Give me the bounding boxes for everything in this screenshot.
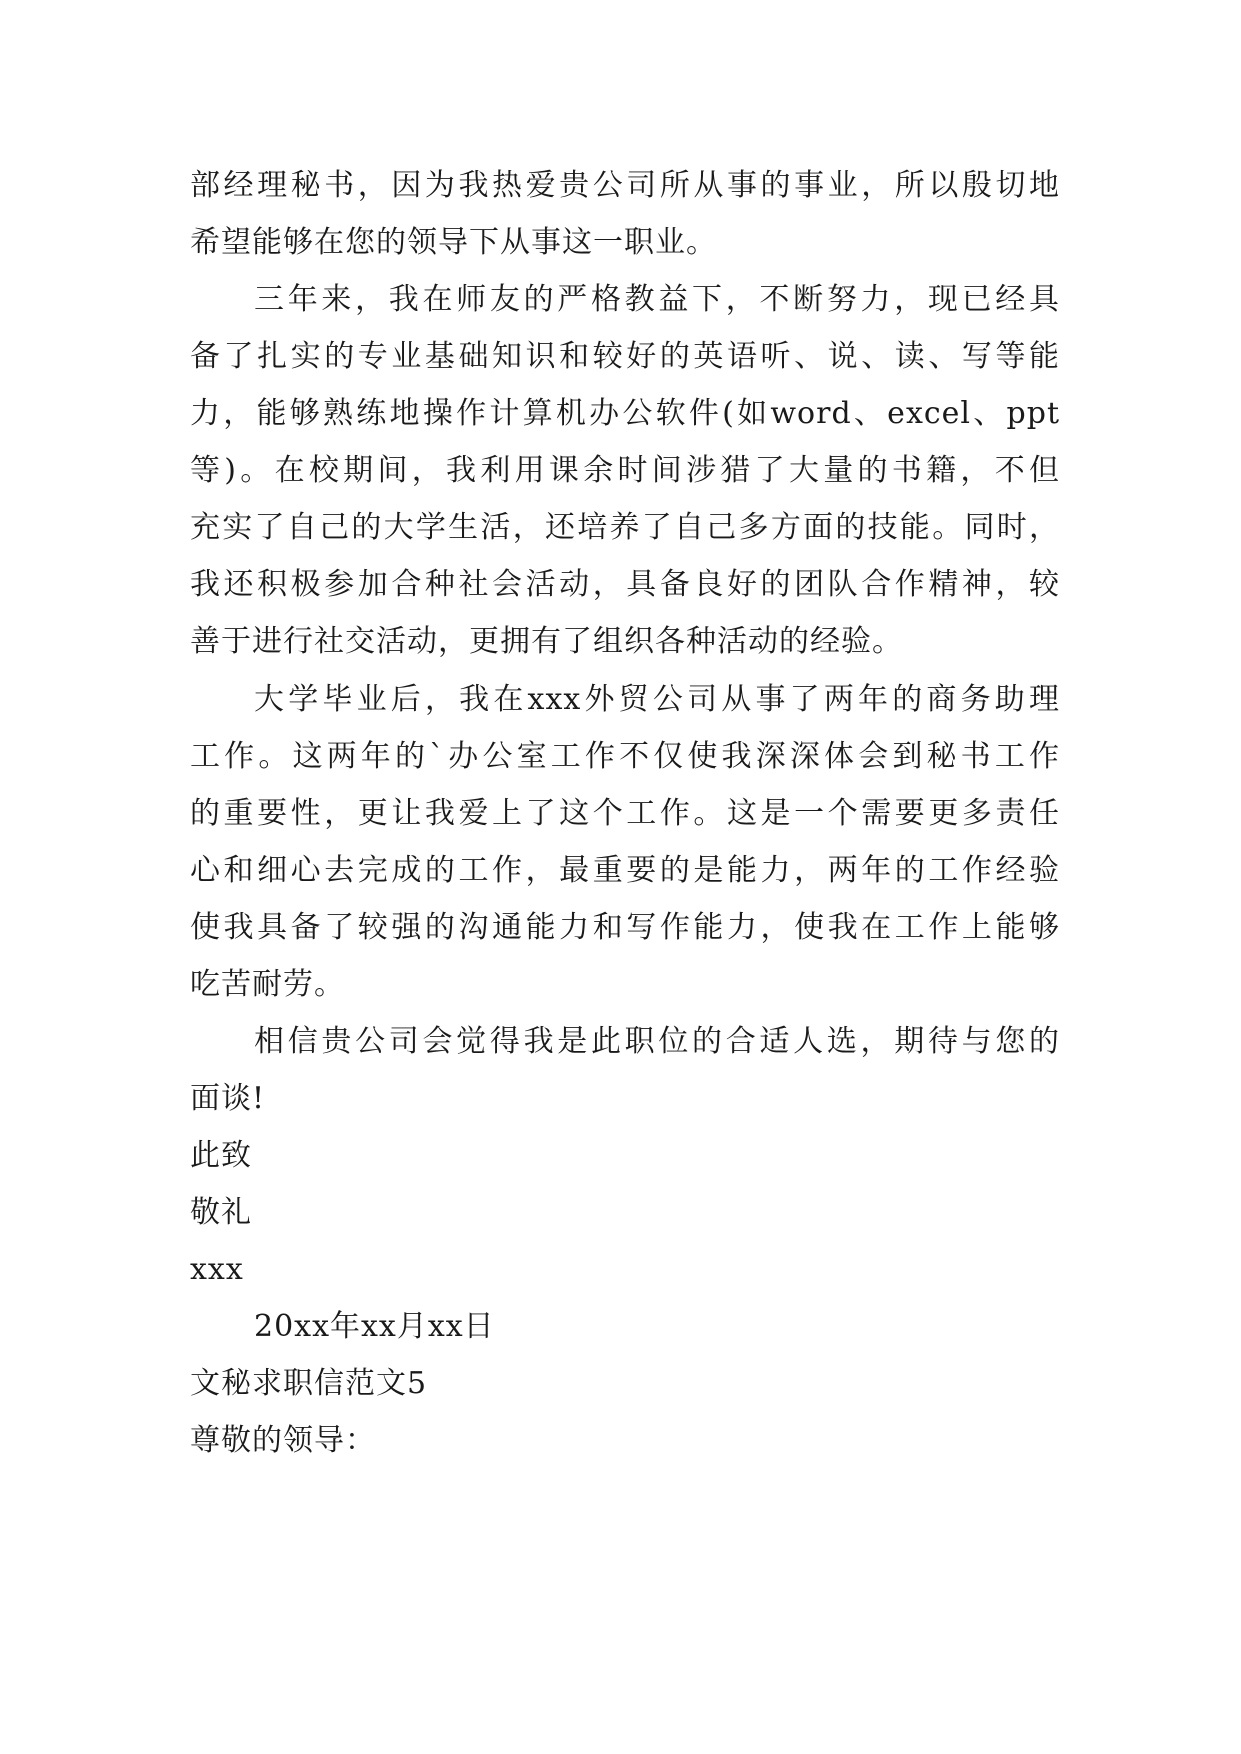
body-text-line: 力，能够熟练地操作计算机办公软件(如word、excel、ppt (190, 396, 1060, 431)
body-text-line: 充实了自己的大学生活，还培养了自己多方面的技能。同时， (190, 510, 1060, 545)
body-text-line: 的重要性，更让我爱上了这个工作。这是一个需要更多责任 (190, 796, 1060, 831)
body-text-line: 面谈! (190, 1081, 266, 1116)
greeting-line: 尊敬的领导： (190, 1423, 376, 1458)
body-text-line: 备了扎实的专业基础知识和较好的英语听、说、读、写等能 (190, 339, 1060, 374)
body-text-line: 希望能够在您的领导下从事这一职业。 (190, 225, 717, 260)
body-text-line: 心和细心去完成的工作，最重要的是能力，两年的工作经验 (190, 853, 1060, 888)
body-text-line: 部经理秘书，因为我热爱贵公司所从事的事业，所以殷切地 (190, 168, 1060, 203)
body-text-line: 相信贵公司会觉得我是此职位的合适人选，期待与您的 (254, 1024, 1060, 1059)
body-text-line: 使我具备了较强的沟通能力和写作能力，使我在工作上能够 (190, 910, 1060, 945)
section-heading: 文秘求职信范文5 (190, 1366, 428, 1401)
signature-name: xxx (190, 1252, 244, 1287)
body-text-line: 大学毕业后，我在xxx外贸公司从事了两年的商务助理 (254, 682, 1060, 717)
body-text-line: 善于进行社交活动，更拥有了组织各种活动的经验。 (190, 624, 903, 659)
body-text-line: 我还积极参加合种社会活动，具备良好的团队合作精神，较 (190, 567, 1060, 602)
body-text-line: 吃苦耐劳。 (190, 967, 345, 1002)
salutation-line: 敬礼 (190, 1195, 252, 1230)
signature-date: 20xx年xx月xx日 (254, 1309, 495, 1344)
salutation-line: 此致 (190, 1138, 252, 1173)
body-text-line: 等)。在校期间，我利用课余时间涉猎了大量的书籍，不但 (190, 453, 1060, 488)
body-text-line: 三年来，我在师友的严格教益下，不断努力，现已经具 (254, 282, 1060, 317)
body-text-line: 工作。这两年的`办公室工作不仅使我深深体会到秘书工作 (190, 739, 1060, 774)
